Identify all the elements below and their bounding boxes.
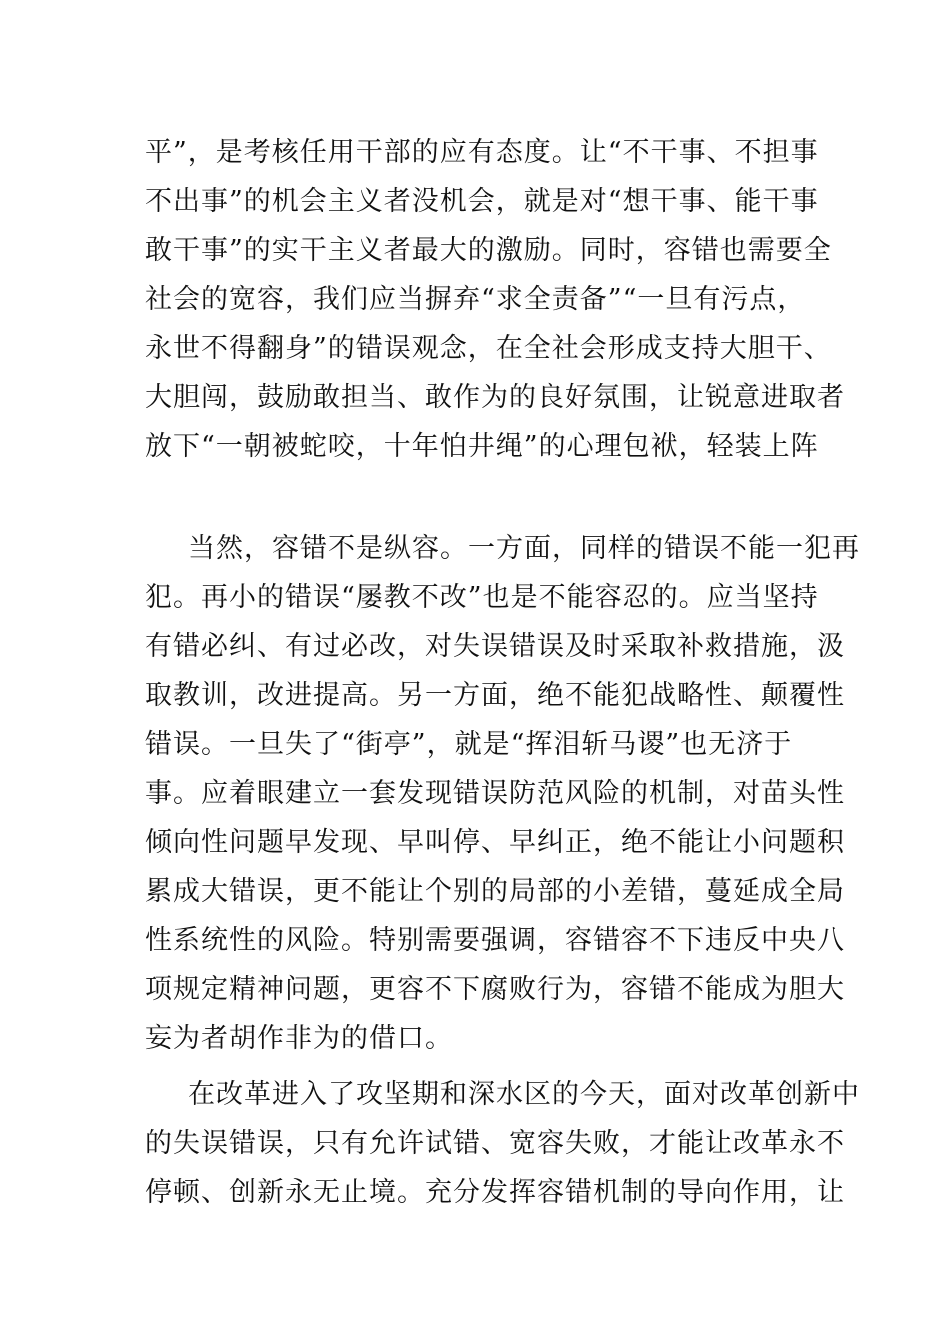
paragraph-2-line-9: 性系统性的风险。特别需要强调，容错容不下违反中央八 bbox=[145, 925, 845, 956]
paragraph-3-line-1: 在改革进入了攻坚期和深水区的今天，面对改革创新中 bbox=[188, 1079, 860, 1110]
paragraph-1-line-6: 大胆闯，鼓励敢担当、敢作为的良好氛围，让锐意进取者 bbox=[145, 382, 845, 413]
paragraph-2-line-2: 犯。再小的错误“屡教不改”也是不能容忍的。应当坚持 bbox=[145, 582, 819, 613]
paragraph-2-line-3: 有错必纠、有过必改，对失误错误及时采取补救措施，汲 bbox=[145, 631, 845, 662]
paragraph-1-line-2: 不出事”的机会主义者没机会，就是对“想干事、能干事 bbox=[145, 186, 819, 217]
paragraph-1-line-4: 社会的宽容，我们应当摒弃“求全责备”“一旦有污点， bbox=[145, 284, 806, 315]
paragraph-3-line-2: 的失误错误，只有允许试错、宽容失败，才能让改革永不 bbox=[145, 1128, 845, 1159]
paragraph-2-line-10: 项规定精神问题，更容不下腐败行为，容错不能成为胆大 bbox=[145, 974, 845, 1005]
paragraph-2-line-7: 倾向性问题早发现、早叫停、早纠正，绝不能让小问题积 bbox=[145, 827, 845, 858]
paragraph-2-line-6: 事。应着眼建立一套发现错误防范风险的机制，对苗头性 bbox=[145, 778, 845, 809]
paragraph-2-line-1: 当然，容错不是纵容。一方面，同样的错误不能一犯再 bbox=[188, 533, 860, 564]
paragraph-3-line-3: 停顿、创新永无止境。充分发挥容错机制的导向作用，让 bbox=[145, 1177, 845, 1208]
paragraph-1-line-7: 放下“一朝被蛇咬，十年怕井绳”的心理包袱，轻装上阵 bbox=[145, 431, 819, 462]
paragraph-2-line-8: 累成大错误，更不能让个别的局部的小差错，蔓延成全局 bbox=[145, 876, 845, 907]
paragraph-1-line-1: 平”，是考核任用干部的应有态度。让“不干事、不担事 bbox=[145, 137, 819, 168]
paragraph-1-line-3: 敢干事”的实干主义者最大的激励。同时，容错也需要全 bbox=[145, 235, 832, 266]
paragraph-2-line-4: 取教训，改进提高。另一方面，绝不能犯战略性、颠覆性 bbox=[145, 680, 845, 711]
paragraph-2-line-5: 错误。一旦失了“街亭”，就是“挥泪斩马谡”也无济于 bbox=[145, 729, 793, 760]
paragraph-2-line-11: 妄为者胡作非为的借口。 bbox=[145, 1023, 453, 1054]
paragraph-1-line-5: 永世不得翻身”的错误观念，在全社会形成支持大胆干、 bbox=[145, 333, 832, 364]
